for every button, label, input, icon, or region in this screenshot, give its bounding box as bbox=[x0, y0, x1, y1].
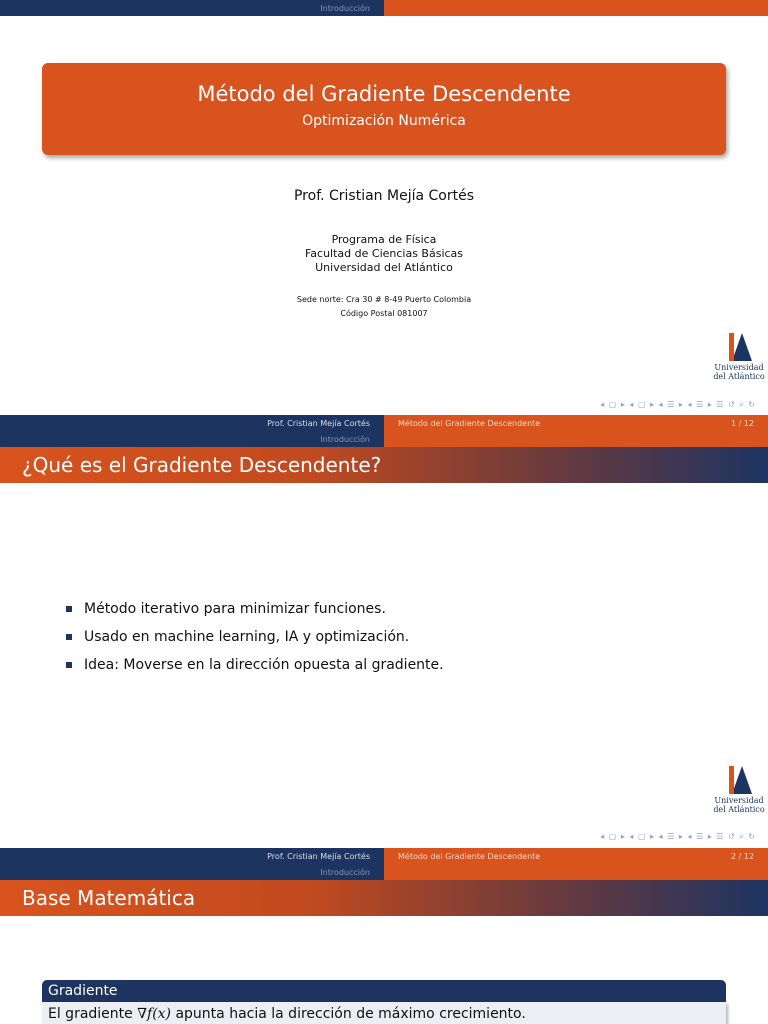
gradient-formula: ∇f(x) bbox=[137, 1006, 172, 1022]
block-title: Gradiente bbox=[42, 980, 726, 1002]
footer-title: Método del Gradiente Descendente bbox=[398, 851, 541, 861]
university-name: Universidad del Atlántico bbox=[315, 261, 453, 274]
section-label[interactable]: Introducción bbox=[320, 434, 370, 444]
list-item: Idea: Moverse en la dirección opuesta al gradiente. bbox=[66, 651, 444, 679]
logo-mark-icon bbox=[726, 766, 752, 796]
section-label[interactable]: Introducción bbox=[320, 867, 370, 877]
list-item: Método iterativo para minimizar funciones. bbox=[66, 595, 444, 623]
footer-author: Prof. Cristian Mejía Cortés bbox=[267, 851, 370, 861]
presentation-title: Método del Gradiente Descendente bbox=[197, 82, 571, 106]
list-item: Usado en machine learning, IA y optimización. bbox=[66, 623, 444, 651]
postal-code: Código Postal 081007 bbox=[340, 309, 428, 318]
section-header-bar bbox=[0, 0, 768, 16]
page-number: 2 / 12 bbox=[730, 851, 754, 861]
logo-mark-icon bbox=[726, 333, 752, 363]
section-header-bar bbox=[0, 864, 768, 880]
beamer-navigation-icons[interactable]: ◂ ▢ ▸ ◂ ▢ ▸ ◂ ☰ ▸ ◂ ☰ ▸ ☰ ↺ ⌕ ↻ bbox=[600, 832, 756, 841]
section-header-bar bbox=[0, 431, 768, 447]
faculty-name: Facultad de Ciencias Básicas bbox=[304, 247, 464, 260]
bullet-list bbox=[66, 595, 444, 679]
university-logo: Universidad del Atlántico bbox=[712, 766, 766, 814]
title-block bbox=[42, 63, 726, 155]
bullet-icon bbox=[66, 606, 72, 612]
university-logo: Universidad del Atlántico bbox=[712, 333, 766, 381]
frame-title: ¿Qué es el Gradiente Descendente? bbox=[0, 447, 768, 483]
institution-block bbox=[0, 233, 768, 275]
author-name: Prof. Cristian Mejía Cortés bbox=[293, 188, 474, 204]
bullet-icon bbox=[66, 662, 72, 668]
block-body: El gradiente ∇f(x) apunta hacia la dirección de máximo crecimiento. bbox=[42, 1002, 726, 1024]
presentation-subtitle: Optimización Numérica bbox=[302, 113, 466, 129]
definition-block bbox=[42, 980, 726, 1024]
footer-title: Método del Gradiente Descendente bbox=[398, 418, 541, 428]
address-line: Sede norte: Cra 30 # 8-49 Puerto Colombia bbox=[296, 295, 472, 304]
bullet-icon bbox=[66, 634, 72, 640]
address-block bbox=[0, 293, 768, 321]
frame-title: Base Matemática bbox=[0, 880, 768, 916]
footer-bar bbox=[0, 848, 768, 864]
section-label[interactable]: Introducción bbox=[320, 3, 370, 13]
page-number: 1 / 12 bbox=[730, 418, 754, 428]
footer-bar bbox=[0, 415, 768, 431]
footer-author: Prof. Cristian Mejía Cortés bbox=[267, 418, 370, 428]
program-name: Programa de Física bbox=[331, 233, 437, 246]
beamer-navigation-icons[interactable]: ◂ ▢ ▸ ◂ ▢ ▸ ◂ ☰ ▸ ◂ ☰ ▸ ☰ ↺ ⌕ ↻ bbox=[600, 400, 756, 409]
